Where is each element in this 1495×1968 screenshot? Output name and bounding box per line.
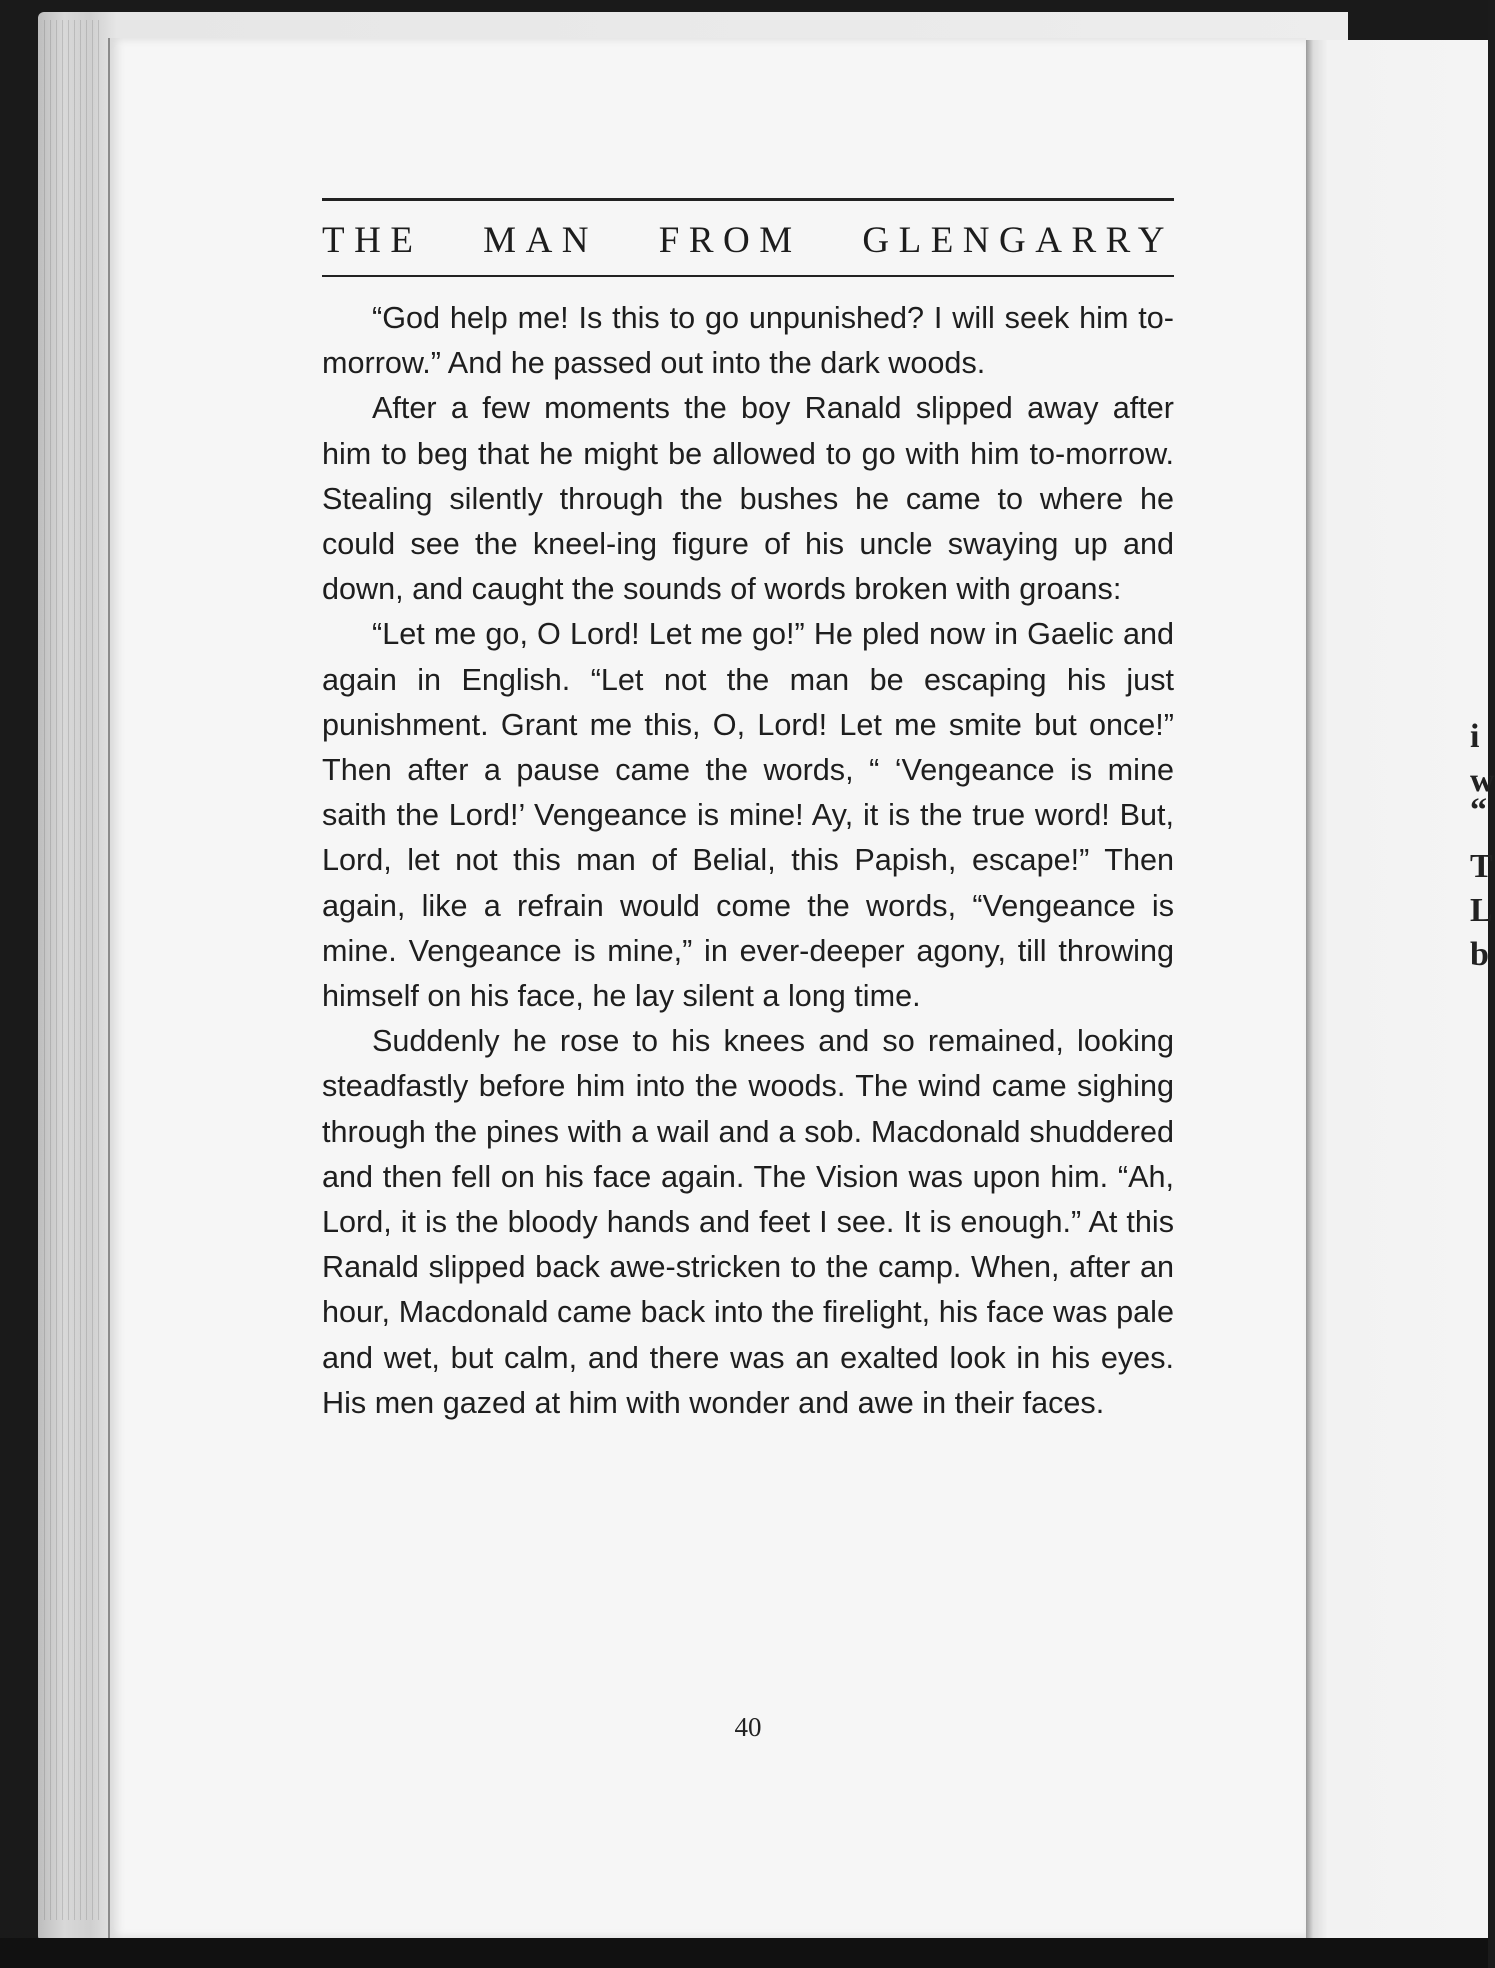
- scanner-bottom-edge: [0, 1938, 1488, 1968]
- facing-page-fragment: i: [1470, 718, 1480, 755]
- facing-page-fragment: b: [1470, 936, 1489, 973]
- paragraph: “Let me go, O Lord! Let me go!” He pled now in Gaelic and again in English. “Let not the man be escaping his just punishment. Grant me this, O, Lord! Let me smite but once!” Then after a pause came the words, “ ‘Vengeance is mine saith the Lord!’ Vengeance is mine! Ay, it is the true word! But, Lord, let not this man of Belial, this Papish, escape!” Then again, like a refrain would come the words, “Vengeance is mine. Vengeance is mine,” in ever-deeper agony, till throwing himself on his face, he lay silent a long time.: [322, 617, 1174, 1014]
- facing-page: [1306, 40, 1495, 1940]
- header-rule-bottom: [322, 275, 1174, 277]
- facing-page-fragment: T: [1470, 848, 1493, 885]
- paragraph: Suddenly he rose to his knees and so remained, looking steadfastly before him into the woods. The wind came sighing through the pines with a wail and a sob. Macdonald shuddered and then fell on his face again. The Vision was upon him. “Ah, Lord, it is the bloody hands and feet I see. It is enough.” At this Ranald slipped back awe-stricken to the camp. When, after an hour, Macdonald came back into the firelight, his face was pale and wet, but calm, and there was an exalted look in his eyes. His men gazed at him with wonder and awe in their faces.: [322, 1024, 1174, 1420]
- paragraph: “God help me! Is this to go unpunished? I will seek him to-morrow.” And he passed out into the dark woods.: [322, 301, 1174, 381]
- page-number: 40: [734, 1712, 762, 1742]
- page-edges: [44, 20, 104, 1920]
- book-title: THE MAN FROM GLENGARRY: [322, 220, 1174, 261]
- facing-page-fragment: w: [1470, 762, 1495, 799]
- body-text: [322, 296, 1174, 1426]
- running-head: [322, 198, 1174, 277]
- paragraph: After a few moments the boy Ranald slipped away after him to beg that he might be allowed to go with him to-morrow. Stealing silently through the bushes he came to where he could see the kneel-ing figure of his uncle swaying up and down, and caught the sounds of words broken with groans:: [322, 391, 1174, 607]
- facing-page-fragment: L: [1470, 892, 1493, 929]
- header-rule-top: [322, 198, 1174, 201]
- facing-page-fragment: “: [1470, 792, 1487, 829]
